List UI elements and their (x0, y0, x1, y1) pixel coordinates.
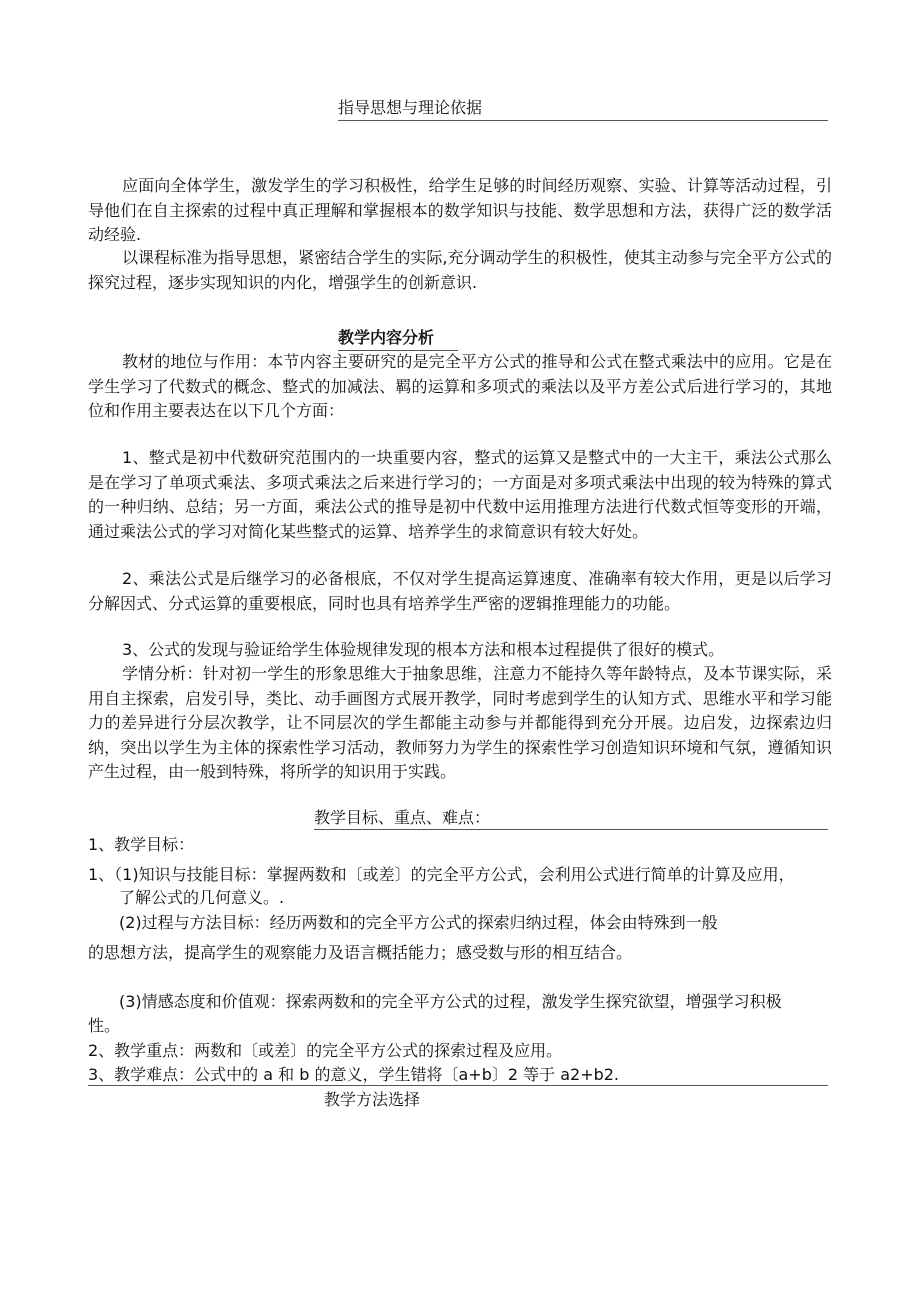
guiding-paragraph-2: 以课程标准为指导思想，紧密结合学生的实际,充分调动学生的积极性，使其主动参与完全平方公式的探究过程，逐步实现知识的内化，增强学生的创新意识. (88, 248, 832, 292)
section-heading-guiding (338, 97, 828, 121)
section-heading-content-analysis: 教学内容分析 (338, 327, 458, 351)
objectives-line-4a: (3)情感态度和价值观：探索两数和的完全平方公式的过程，激发学生探究欲望，增强学习积极 (119, 992, 782, 1011)
section-heading-method: 教学方法选择 (324, 1090, 421, 1109)
objectives-line-3a: (2)过程与方法目标：经历两数和的完全平方公式的探索归纳过程，体会由特殊到一般 (119, 913, 718, 932)
content-paragraph-3: 2、乘法公式是后继学习的必备根底，不仅对学生提高运算速度、准确率有较大作用，更是以后学习分解因式、分式运算的重要根底，同时也具有培养学生严密的逻辑推理能力的功能。 (88, 569, 832, 613)
objectives-line-2b: 了解公式的几何意义。. (119, 888, 285, 907)
objectives-line-3b: 的思想方法，提高学生的观察能力及语言概括能力；感受数与形的相互结合。 (88, 943, 633, 962)
objectives-line-5: 2、教学重点：两数和〔或差〕的完全平方公式的探索过程及应用。 (88, 1041, 563, 1060)
objectives-line-1: 1、教学目标： (88, 835, 195, 854)
content-paragraph-2: 1、整式是初中代数研究范围内的一块重要内容，整式的运算又是整式中的一大主干，乘法公式那么是在学习了单项式乘法、多项式乘法之后来进行学习的；一方面是对多项式乘法中出现的较为特殊的算式的一种归纳、总结；另一方面，乘法公式的推导是初中代数中运用推理方法进行代数式恒等变形的开端，通过乘法公式的学习对简化某些整式的运算、培养学生的求简意识有较大好处。 (88, 448, 832, 541)
content-paragraph-4: 3、公式的发现与验证给学生体验规律发现的根本方法和根本过程提供了很好的模式。 (122, 640, 725, 659)
objectives-heading-rule (314, 829, 828, 830)
section-heading-objectives: 教学目标、重点、难点： (314, 808, 491, 827)
content-paragraph-1: 教材的地位与作用：本节内容主要研究的是完全平方公式的推导和公式在整式乘法中的应用。它是在学生学习了代数式的概念、整式的加减法、羁的运算和多项式的乘法以及平方差公式后进行学习的，其地位和作用主要表达在以下几个方面： (88, 352, 832, 420)
objectives-bottom-rule (88, 1085, 828, 1086)
objectives-line-6: 3、教学难点：公式中的 a 和 b 的意义，学生错将〔a+b〕2 等于 a2+b2. (88, 1065, 620, 1084)
heading-text-guiding: 指导思想与理论依据 (338, 98, 483, 117)
guiding-paragraph-1: 应面向全体学生，激发学生的学习积极性，给学生足够的时间经历观察、实验、计算等活动过程，引导他们在自主探索的过程中真正理解和掌握根本的数学知识与技能、数学思想和方法，获得广泛的数学活动经验. (88, 176, 832, 244)
content-paragraph-5: 学情分析：针对初一学生的形象思维大于抽象思维，注意力不能持久等年龄特点，及本节课实际，采用自主探索，启发引导，类比、动手画图方式展开教学，同时考虑到学生的认知方式、思维水平和学习能力的差异进行分层次教学，让不同层次的学生都能主动参与并都能得到充分开展。边启发，边探索边归纳，突出以学生为主体的探索性学习活动，教师努力为学生的探索性学习创造知识环境和气氛，遵循知识产生过程，由一般到特殊，将所学的知识用于实践。 (88, 664, 832, 781)
objectives-line-4b: 性。 (88, 1016, 121, 1035)
objectives-line-2a: 1、（1)知识与技能目标：掌握两数和〔或差〕的完全平方公式，会利用公式进行简单的计算及应用， (88, 865, 795, 884)
